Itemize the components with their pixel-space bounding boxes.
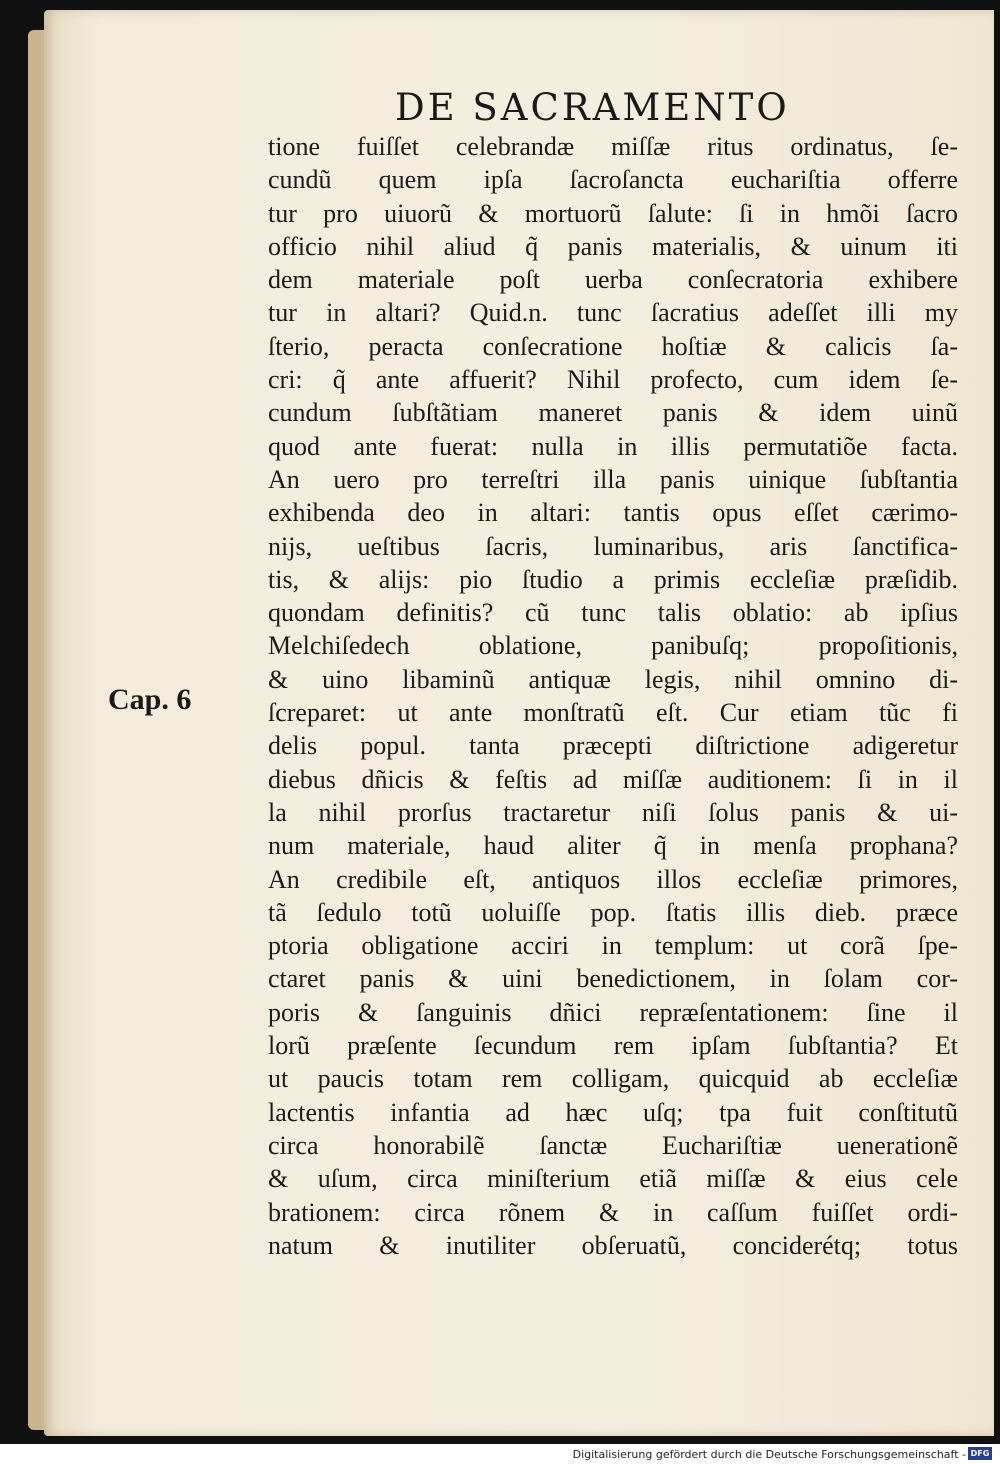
running-head: DE SACRAMENTO: [395, 86, 790, 129]
text-line: tur pro uiuorũ & mortuorũ ſalute: ſi in hmõi ſacro: [268, 198, 958, 228]
text-line: cundum ſubſtãtiam maneret panis & idem uinũ: [268, 398, 958, 428]
text-line: diebus dñicis & feſtis ad miſſæ auditionem: ſi in il: [268, 764, 958, 794]
text-line: ſterio, peracta conſecratione hoſtiæ & calicis ſa-: [268, 331, 958, 361]
text-line: natum & inutiliter obſeruatũ, conciderétq; totus: [268, 1230, 958, 1260]
text-line: ptoria obligatione acciri in templum: ut corã ſpe-: [268, 931, 958, 961]
text-line: tur in altari? Quid.n. tunc ſacratius adeſſet illi my: [268, 298, 958, 328]
body-text: [268, 130, 958, 1262]
text-line: num materiale, haud aliter q̃ in menſa prophana?: [268, 831, 958, 861]
text-line: brationem: circa rõnem & in caſſum fuiſſet ordi-: [268, 1197, 958, 1227]
text-line: exhibenda deo in altari: tantis opus eſſet cærimo-: [268, 498, 958, 528]
text-line: quondam definitis? cũ tunc talis oblatio: ab ipſius: [268, 598, 958, 628]
text-line: cundũ quem ipſa ſacroſancta euchariſtia offerre: [268, 165, 958, 195]
text-line: & uſum, circa miniſterium etiã miſſæ & eius cele: [268, 1164, 958, 1194]
text-line: An uero pro terreſtri illa panis uinique ſubſtantia: [268, 464, 958, 494]
text-line: poris & ſanguinis dñici repræſentationem: ſine il: [268, 997, 958, 1027]
text-line: ctaret panis & uini benedictionem, in ſolam cor-: [268, 964, 958, 994]
text-line: An credibile eſt, antiquos illos eccleſiæ primores,: [268, 864, 958, 894]
text-line: nijs, ueſtibus ſacris, luminaribus, aris ſanctifica-: [268, 531, 958, 561]
marginal-note: Cap. 6: [108, 683, 192, 716]
text-line: la nihil prorſus tractaretur niſi ſolus panis & ui-: [268, 797, 958, 827]
text-line: lactentis infantia ad hæc uſq; tpa fuit conſtitutũ: [268, 1097, 958, 1127]
text-line: circa honorabilẽ ſanctæ Euchariſtiæ uenerationẽ: [268, 1130, 958, 1160]
text-line: quod ante fuerat: nulla in illis permutatiõe facta.: [268, 431, 958, 461]
text-line: tione fuiſſet celebrandæ miſſæ ritus ordinatus, ſe-: [268, 132, 958, 161]
dfg-logo: DFG: [968, 1447, 992, 1460]
text-line: ſcreparet: ut ante monſtratũ eſt. Cur etiam tũc fi: [268, 698, 958, 728]
text-line: lorũ præſente ſecundum rem ipſam ſubſtantia? Et: [268, 1031, 958, 1061]
text-line: ut paucis totam rem colligam, quicquid ab eccleſiæ: [268, 1064, 958, 1094]
text-line: tã ſedulo totũ uoluiſſe pop. ſtatis illis dieb. præce: [268, 897, 958, 927]
text-line: Melchiſedech oblatione, panibuſq; propoſitionis,: [268, 631, 958, 661]
text-line: officio nihil aliud q̃ panis materialis, & uinum iti: [268, 231, 958, 261]
text-line: delis popul. tanta præcepti diſtrictione adigeretur: [268, 731, 958, 761]
digitization-credit: Digitalisierung gefördert durch die Deutsche Forschungsgemeinschaft -: [572, 1448, 966, 1461]
text-line: dem materiale poſt uerba conſecratoria exhibere: [268, 265, 958, 295]
text-line: & uino libaminũ antiquæ legis, nihil omnino di-: [268, 664, 958, 694]
text-line: tis, & alijs: pio ſtudio a primis eccleſiæ præſidib.: [268, 564, 958, 594]
text-line: cri: q̃ ante affuerit? Nihil profecto, cum idem ſe-: [268, 365, 958, 395]
